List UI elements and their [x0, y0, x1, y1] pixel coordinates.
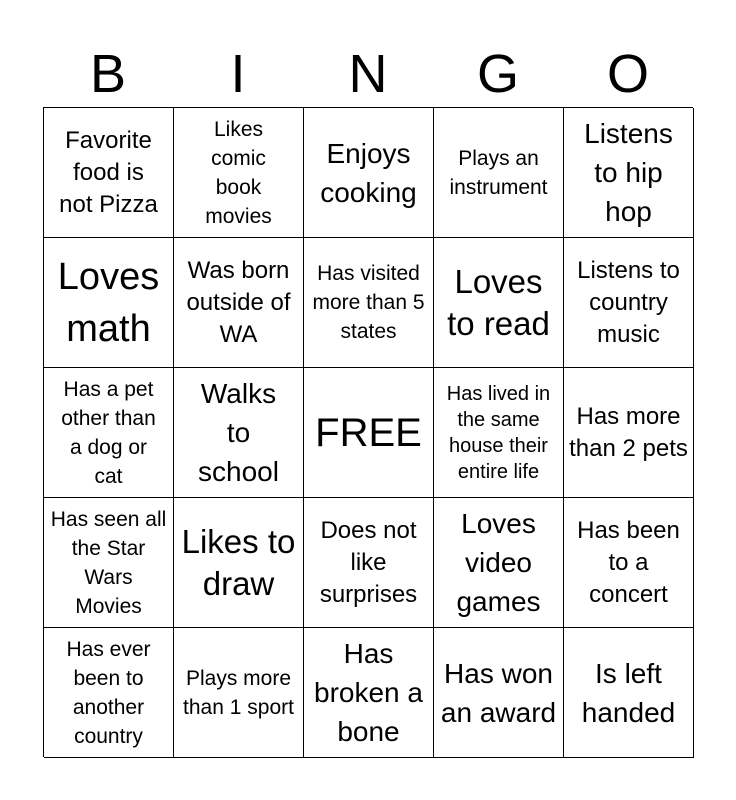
bingo-cell[interactable]: [44, 238, 174, 368]
cell-text: Plays an instrument: [449, 146, 548, 199]
cell-text: Is left handed: [581, 657, 676, 728]
bingo-cell[interactable]: [174, 628, 304, 758]
header-letter-b: B: [89, 44, 127, 104]
bingo-cell[interactable]: [174, 368, 304, 498]
cell-text: Has won an award: [440, 657, 557, 728]
cell-text: Plays more than 1 sport: [183, 666, 294, 719]
bingo-cell[interactable]: [304, 108, 434, 238]
free-space-cell[interactable]: [304, 368, 434, 498]
cell-text: Has visited more than 5 states: [312, 262, 425, 343]
bingo-cell[interactable]: [564, 238, 694, 368]
free-space-text: FREE: [315, 410, 422, 455]
header-letter-i: I: [230, 44, 246, 104]
cell-text: Favorite food is not Pizza: [59, 126, 158, 218]
bingo-cell[interactable]: [174, 108, 304, 238]
bingo-cell[interactable]: [44, 498, 174, 628]
bingo-cell[interactable]: [44, 628, 174, 758]
bingo-cell[interactable]: [434, 108, 564, 238]
bingo-cell[interactable]: [44, 368, 174, 498]
cell-text: Has lived in the same house their entire life: [446, 382, 551, 483]
cell-text: Was born outside of WA: [186, 256, 291, 348]
cell-text: Has seen all the Star Wars Movies: [50, 507, 167, 618]
bingo-cell[interactable]: [564, 108, 694, 238]
bingo-cell[interactable]: [44, 108, 174, 238]
cell-text: Has broken a bone: [314, 638, 423, 747]
bingo-cell[interactable]: [434, 368, 564, 498]
cell-text: Likes to draw: [181, 522, 296, 602]
bingo-cell[interactable]: [434, 238, 564, 368]
cell-text: Has ever been to another country: [66, 637, 151, 748]
bingo-board: [43, 107, 693, 757]
bingo-cell[interactable]: [564, 628, 694, 758]
cell-text: Has more than 2 pets: [569, 402, 688, 462]
header-letter-o: O: [606, 44, 649, 104]
cell-text: Has been to a concert: [577, 516, 680, 608]
bingo-cell[interactable]: [564, 368, 694, 498]
cell-text: Loves math: [57, 255, 160, 350]
bingo-header: [43, 40, 693, 108]
bingo-cell[interactable]: [564, 498, 694, 628]
bingo-cell[interactable]: [304, 498, 434, 628]
cell-text: Loves video games: [456, 508, 541, 617]
cell-text: Listens to country music: [577, 256, 680, 348]
cell-text: Listens to hip hop: [584, 118, 673, 227]
cell-text: Loves to read: [447, 262, 550, 342]
bingo-cell[interactable]: [434, 498, 564, 628]
bingo-cell[interactable]: [304, 238, 434, 368]
header-letter-g: G: [476, 44, 519, 104]
bingo-cell[interactable]: [174, 238, 304, 368]
cell-text: Likes comic book movies: [205, 117, 272, 228]
bingo-cell[interactable]: [174, 498, 304, 628]
bingo-cell[interactable]: [304, 628, 434, 758]
header-letter-n: N: [348, 44, 388, 104]
cell-text: Enjoys cooking: [320, 137, 417, 208]
cell-text: Walks to school: [198, 378, 279, 487]
bingo-cell[interactable]: [434, 628, 564, 758]
cell-text: Has a pet other than a dog or cat: [61, 377, 156, 488]
cell-text: Does not like surprises: [319, 516, 418, 608]
